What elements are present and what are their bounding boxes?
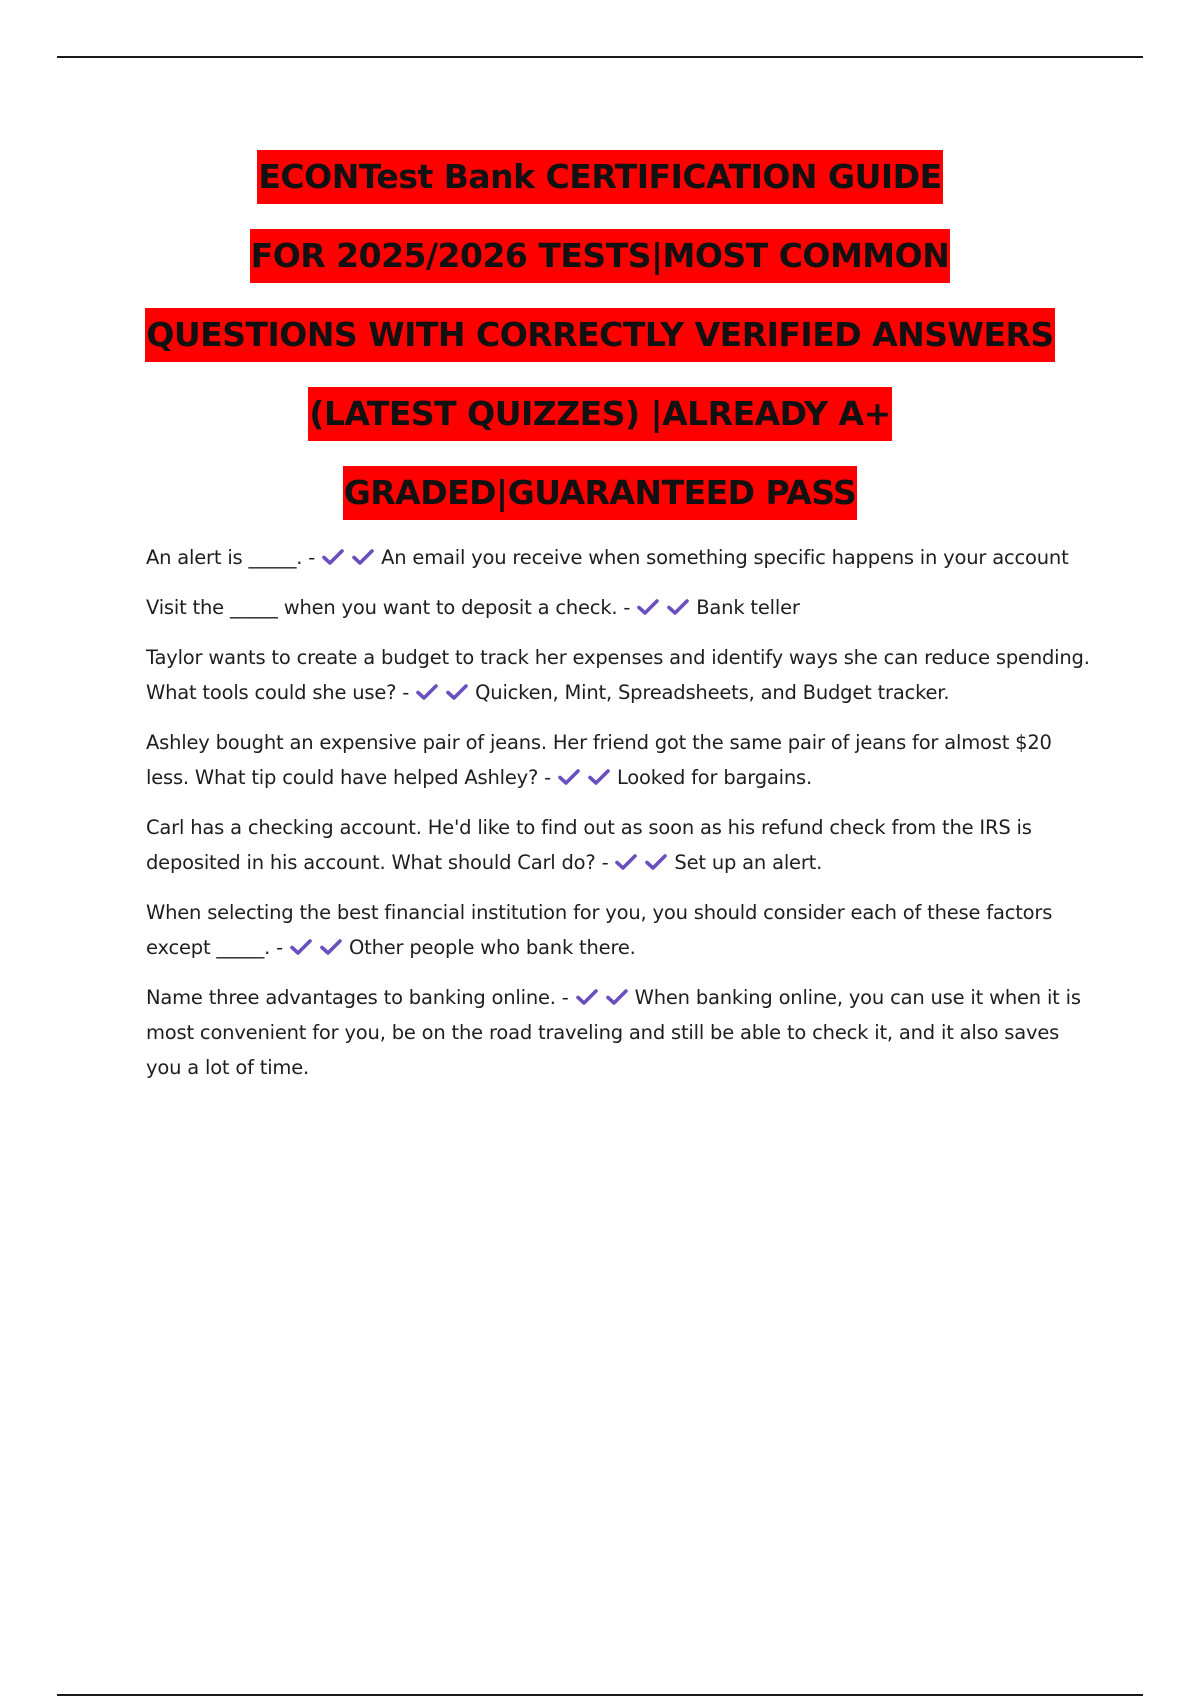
title-line-text: ECONTest Bank CERTIFICATION GUIDE	[257, 150, 942, 204]
qa-item	[146, 590, 1096, 625]
title-line	[0, 380, 1200, 459]
question-text: When selecting the best financial institution for you, you should consider each of these factors except _____. -	[146, 901, 1053, 959]
check-icon	[319, 938, 343, 956]
answer-text: When banking online, you can use it when it is most convenient for you, be on the road traveling and still be able to check it, and it also saves you a lot of time.	[146, 986, 1081, 1079]
check-icon	[644, 853, 668, 871]
document-title	[0, 143, 1200, 538]
check-icon	[666, 598, 690, 616]
check-icon	[321, 548, 345, 566]
check-icon	[605, 988, 629, 1006]
title-line-text: GRADED|GUARANTEED PASS	[343, 466, 858, 520]
qa-item	[146, 810, 1096, 880]
title-line	[0, 222, 1200, 301]
qa-item	[146, 980, 1096, 1085]
qa-item	[146, 725, 1096, 795]
check-icon	[587, 768, 611, 786]
answer-text: Looked for bargains.	[616, 766, 813, 789]
question-text: Taylor wants to create a budget to track her expenses and identify ways she can reduce spending. What tools could she use? -	[146, 646, 1090, 704]
answer-text: Quicken, Mint, Spreadsheets, and Budget tracker.	[475, 681, 950, 704]
qa-item	[146, 540, 1096, 575]
question-text: Ashley bought an expensive pair of jeans. Her friend got the same pair of jeans for almost $20 less. What tip could have helped Ashley? -	[146, 731, 1052, 789]
title-line-text: QUESTIONS WITH CORRECTLY VERIFIED ANSWERS	[145, 308, 1054, 362]
top-rule	[57, 56, 1143, 58]
title-line-text: FOR 2025/2026 TESTS|MOST COMMON	[250, 229, 951, 283]
qa-item	[146, 895, 1096, 965]
qa-list	[146, 540, 1096, 1100]
answer-text: Set up an alert.	[674, 851, 823, 874]
title-line	[0, 143, 1200, 222]
title-line	[0, 301, 1200, 380]
qa-item	[146, 640, 1096, 710]
check-icon	[445, 683, 469, 701]
question-text: Visit the _____ when you want to deposit a check. -	[146, 596, 631, 619]
check-icon	[351, 548, 375, 566]
answer-text: Bank teller	[696, 596, 800, 619]
check-icon	[415, 683, 439, 701]
question-text: Carl has a checking account. He'd like to find out as soon as his refund check from the IRS is deposited in his account. What should Carl do? -	[146, 816, 1032, 874]
title-line-text: (LATEST QUIZZES) |ALREADY A+	[308, 387, 891, 441]
check-icon	[557, 768, 581, 786]
answer-text: An email you receive when something specific happens in your account	[381, 546, 1069, 569]
question-text: An alert is _____. -	[146, 546, 316, 569]
question-text: Name three advantages to banking online. -	[146, 986, 569, 1009]
check-icon	[614, 853, 638, 871]
title-line	[0, 459, 1200, 538]
check-icon	[289, 938, 313, 956]
check-icon	[575, 988, 599, 1006]
answer-text: Other people who bank there.	[348, 936, 636, 959]
check-icon	[636, 598, 660, 616]
bottom-rule	[57, 1694, 1143, 1696]
